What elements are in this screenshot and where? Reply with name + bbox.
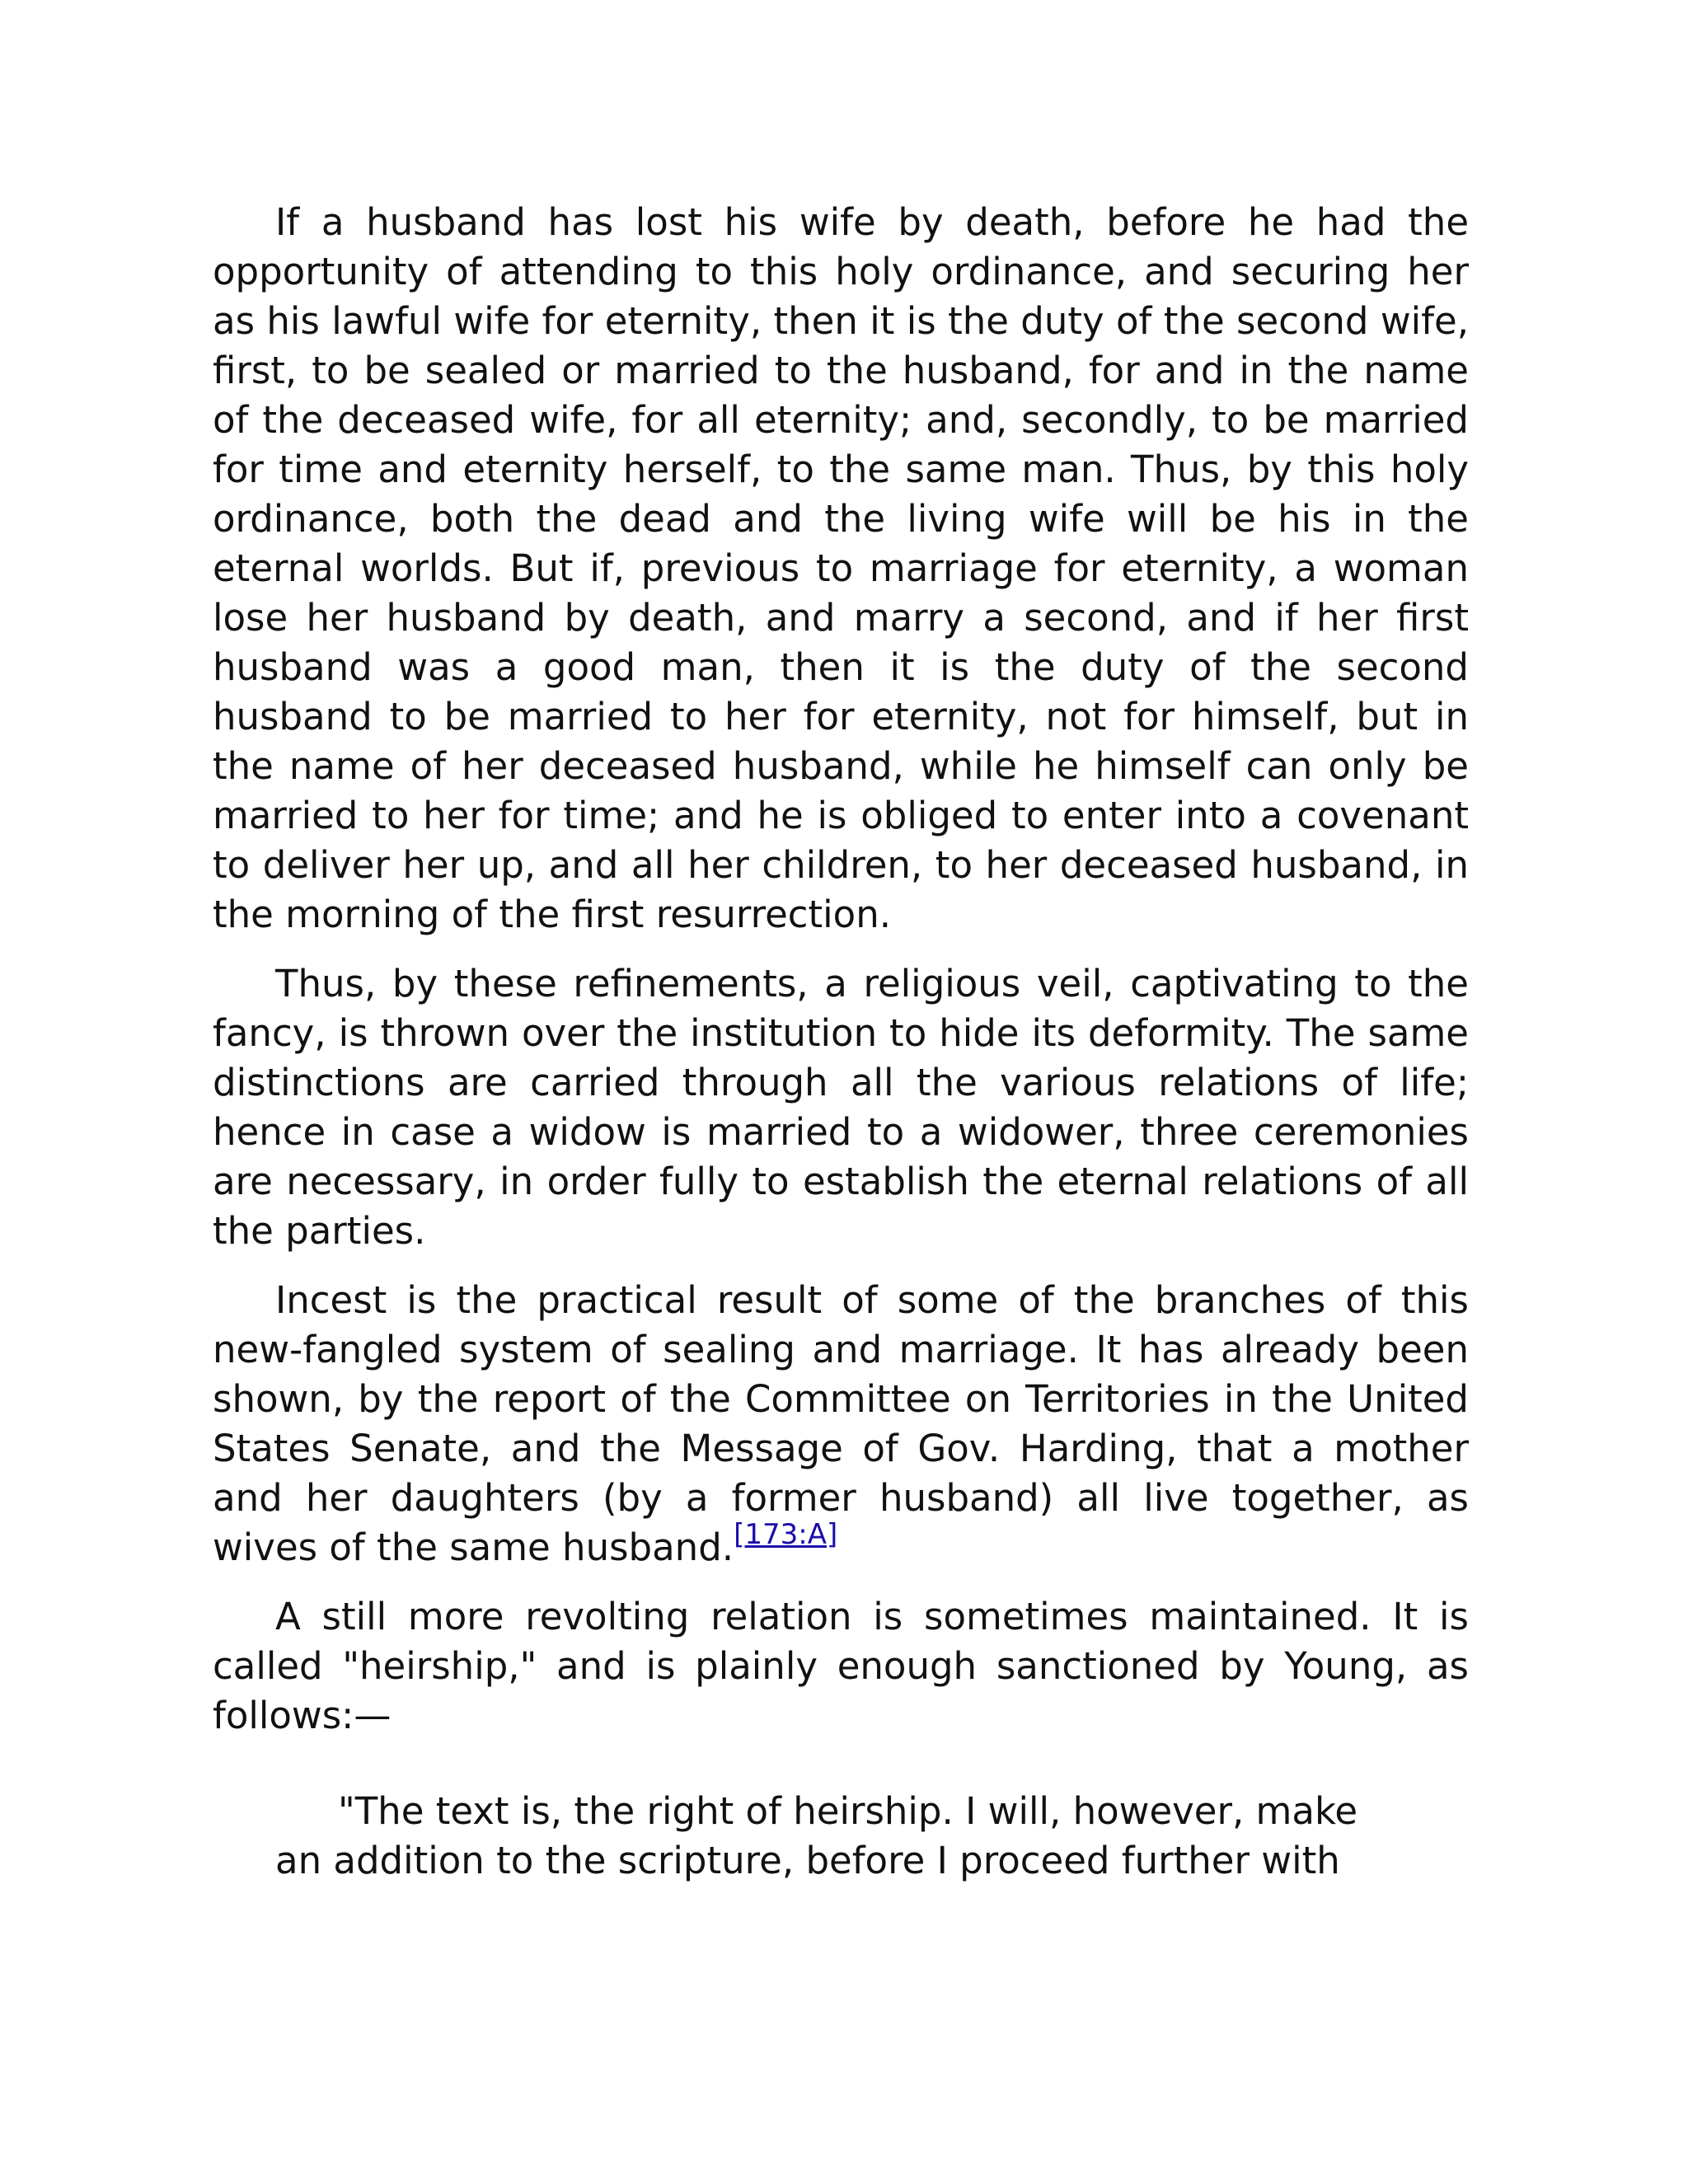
text-column (213, 198, 1469, 1886)
paragraph-text: Thus, by these refinements, a religious veil, captivating to the fancy, is thrown over the institution to hide its deformity. The same distinctions are carried through all the various relations of life; hence in case a widow is married to a widower, three ceremonies are necessary, in order fully to establish the eternal relations of all the parties. (213, 962, 1469, 1253)
paragraph-text: A still more revolting relation is sometimes maintained. It is called "heirship," and is plainly enough sanctioned by Young, as follows:— (213, 1595, 1469, 1737)
block-quote (275, 1787, 1396, 1886)
paragraph-heirship (213, 1592, 1469, 1741)
quote-text: "The text is, the right of heirship. I will, however, make an addition to the scripture, before I proceed further with (275, 1789, 1358, 1882)
paragraph-refinements (213, 959, 1469, 1256)
paragraph-text: If a husband has lost his wife by death, before he had the opportunity of attending to this holy ordinance, and securing her as his lawful wife for eternity, then it is the duty of the second wife, first, to be sealed or married to the husband, for and in the name of the deceased wife, for all eternity; and, secondly, to be married for time and eternity herself, to the same man. Thus, by this holy ordinance, both the dead and the living wife will be his in the eternal worlds. But if, previous to marriage for eternity, a woman lose her husband by death, and marry a second, and if her first husband was a good man, then it is the duty of the second husband to be married to her for eternity, not for himself, but in the name of her deceased husband, while he himself can only be married to her for time; and he is obliged to enter into a covenant to deliver her up, and all her children, to her deceased husband, in the morning of the first resurrection. (213, 200, 1469, 936)
paragraph-text: Incest is the practical result of some of the branches of this new-fangled system of sealing and marriage. It has already been shown, by the report of the Committee on Territories in the United States Senate, and the Message of Gov. Harding, that a mother and her daughters (by a former husband) all live together, as wives of the same husband. (213, 1278, 1469, 1569)
paragraph-sealing-ordinance (213, 198, 1469, 940)
footnote-link-173a[interactable]: [173:A] (734, 1518, 838, 1551)
paragraph-incest (213, 1276, 1469, 1572)
